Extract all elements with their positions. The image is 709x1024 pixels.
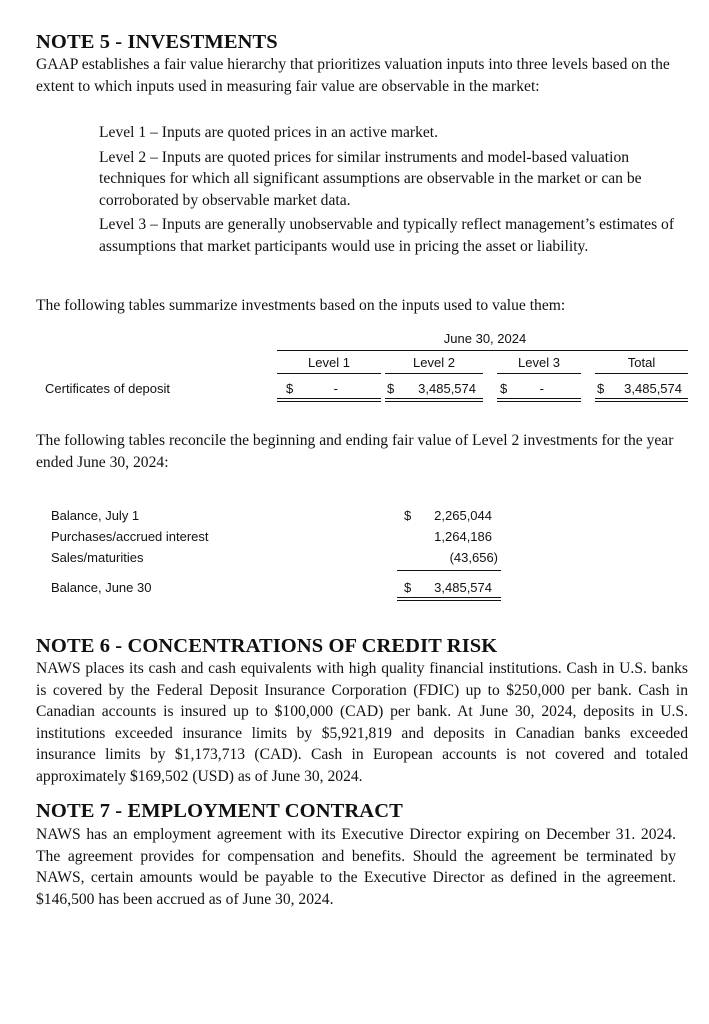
total-rule-1 — [277, 398, 381, 402]
recon-total-label: Balance, June 30 — [51, 580, 152, 595]
recon-row-currency: $ — [404, 508, 412, 523]
level-2-value: 3,485,574 — [418, 381, 476, 396]
fair-value-levels — [99, 122, 691, 260]
recon-row-label: Sales/maturities — [51, 550, 144, 565]
reconcile-intro: The following tables reconcile the beginning and ending fair value of Level 2 investments for the year ended June 30, 2024: — [36, 432, 674, 471]
note7-body: NAWS has an employment agreement with its Executive Director expiring on December 31. 2024. The agreement provides for compensation and benefits. Should the agreement be terminated by NAWS, certain amounts would be payable to the Executive Director as defined in the agreement. $146,500 has been accrued as of June 30, 2024. — [36, 826, 676, 908]
level-3-currency: $ — [500, 381, 508, 396]
recon-total-value: 3,485,574 — [434, 580, 492, 595]
col-rule-3 — [497, 373, 581, 374]
total-currency: $ — [597, 381, 605, 396]
level-1-value: - — [333, 381, 338, 396]
total-rule-2 — [385, 398, 483, 402]
col-rule-4 — [595, 373, 688, 374]
note5-heading: NOTE 5 - INVESTMENTS — [36, 31, 278, 53]
period-rule — [277, 350, 688, 351]
recon-total-currency: $ — [404, 580, 412, 595]
recon-row-value: 2,265,044 — [434, 508, 492, 523]
recon-row-value: 1,264,186 — [434, 529, 492, 544]
total-double-rule — [397, 597, 501, 601]
level-1-currency: $ — [286, 381, 294, 396]
level-3-description: Level 3 – Inputs are generally unobservable and typically reflect management’s estimates of assumptions that market participants would use in pricing the asset or liability. — [99, 216, 675, 255]
total-rule-4 — [595, 398, 688, 402]
total-value: 3,485,574 — [624, 381, 682, 396]
level-2-description: Level 2 – Inputs are quoted prices for similar instruments and model-based valuation techniques for which all significant assumptions are observable in the market or can be corroborated by observable market data. — [99, 148, 642, 209]
recon-row-label: Purchases/accrued interest — [51, 529, 209, 544]
note5-intro: GAAP establishes a fair value hierarchy that prioritizes valuation inputs into three levels based on the extent to which inputs used in measuring fair value are observable in the market: — [36, 56, 670, 95]
note7-heading: NOTE 7 - EMPLOYMENT CONTRACT — [36, 800, 403, 822]
col-level-1: Level 1 — [308, 355, 350, 370]
total-rule-3 — [497, 398, 581, 402]
col-total: Total — [627, 355, 656, 370]
col-level-3: Level 3 — [518, 355, 560, 370]
table-period: June 30, 2024 — [443, 331, 527, 346]
level-2-currency: $ — [387, 381, 395, 396]
summary-intro: The following tables summarize investments based on the inputs used to value them: — [36, 297, 566, 314]
note6-heading: NOTE 6 - CONCENTRATIONS OF CREDIT RISK — [36, 635, 498, 657]
recon-row-label: Balance, July 1 — [51, 508, 140, 523]
row-label: Certificates of deposit — [45, 381, 171, 396]
col-rule-1 — [277, 373, 381, 374]
note6-body: NAWS places its cash and cash equivalents with high quality financial institutions. Cash in U.S. banks is covered by the Federal Deposit Insurance Corporation (FDIC) up to $250,000 per bank. Cash in Canadian accounts is insured up to $100,000 (CAD) per bank. At June 30, 2024, deposits in U.S. institutions exceeded insurance limits by $5,921,819 and deposits in Canadian banks exceeded insurance limits by $1,173,713 (CAD). Cash in European accounts is not covered and totaled approximately $169,502 (USD) as of June 30, 2024. — [36, 660, 688, 785]
level-1-description: Level 1 – Inputs are quoted prices in an active market. — [99, 124, 439, 141]
col-rule-2 — [385, 373, 483, 374]
subtotal-rule — [397, 570, 501, 571]
recon-row-value: (43,656) — [449, 550, 498, 565]
col-level-2: Level 2 — [413, 355, 455, 370]
level-3-value: - — [539, 381, 544, 396]
